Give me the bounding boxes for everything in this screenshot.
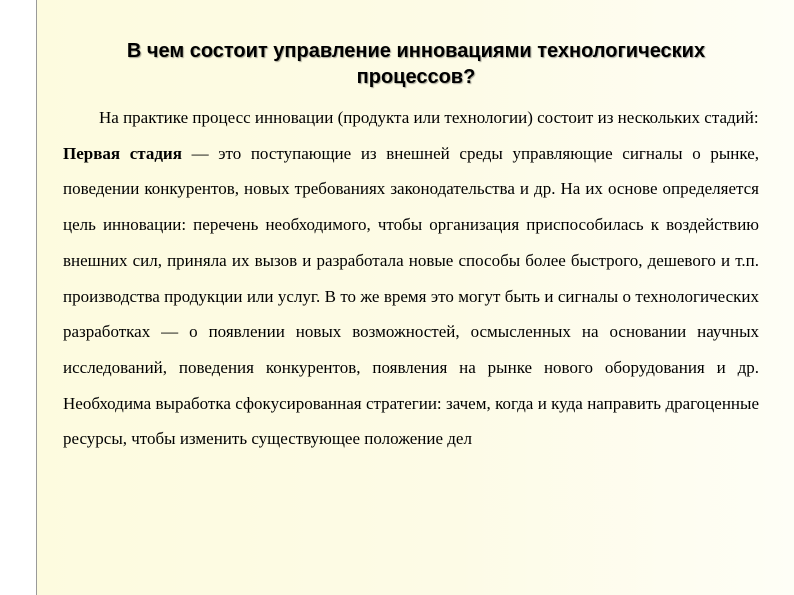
stage-paragraph bbox=[63, 136, 759, 457]
slide-body bbox=[63, 100, 759, 457]
slide bbox=[36, 0, 794, 595]
intro-paragraph: На практике процесс инновации (продукта или технологии) состоит из нескольких стадий: bbox=[99, 108, 759, 127]
title-line-1: В чем состоит управление инновациями технологических bbox=[126, 40, 706, 62]
slide-title bbox=[37, 38, 794, 90]
stage-label: Первая стадия bbox=[63, 143, 182, 163]
title-line-2: процессов? bbox=[356, 66, 476, 88]
stage-description: — это поступающие из внешней среды управляющие сигналы о рынке, поведении конкурентов, новых требованиях законодательства и др. На их основе определяется цель инновации: перечень необходимого, чтобы организация приспособилась к воздействию внешних сил, приняла их вызов и разработала новые способы более быстрого, дешевого и т.п. производства продукции или услуг. В то же время это могут быть и сигналы о технологических разработках — о появлении новых возможностей, осмысленных на основании научных исследований, поведения конкурентов, появления на рынке нового оборудования и др. Необходима выработка сфокусированная стратегии: зачем, когда и куда направить драгоценные ресурсы, чтобы изменить существующее положение дел bbox=[63, 143, 760, 449]
